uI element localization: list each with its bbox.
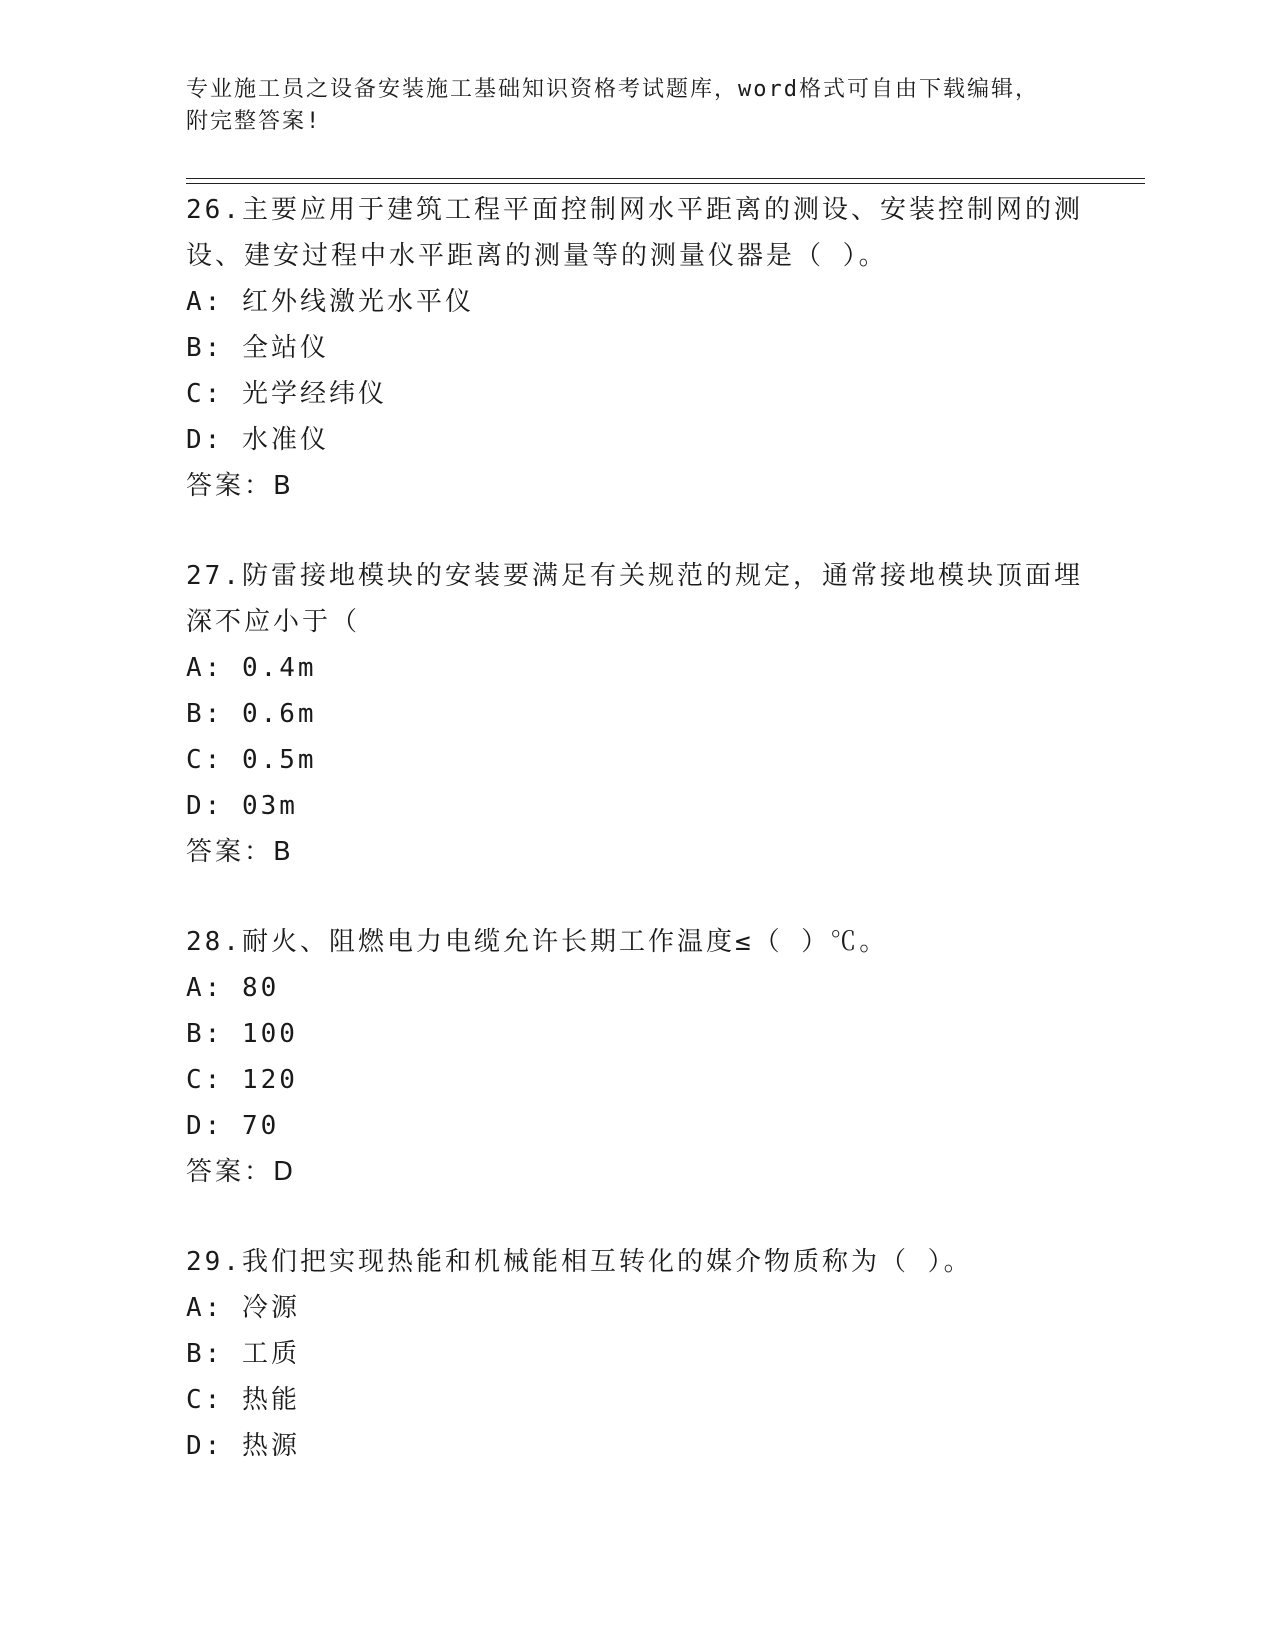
question-stem: 28.耐火、阻燃电力电缆允许长期工作温度≤（ ）℃。 xyxy=(186,927,889,957)
header-rule-bottom xyxy=(186,183,1145,184)
question-26 xyxy=(186,187,1086,509)
option-a: A: 冷源 xyxy=(186,1293,300,1323)
question-29 xyxy=(186,1239,1086,1469)
option-a: A: 0.4m xyxy=(186,653,317,683)
header-line-2: 附完整答案! xyxy=(186,109,322,134)
option-b: B: 100 xyxy=(186,1019,298,1049)
answer: 答案：D xyxy=(186,1157,297,1187)
question-stem-continued: 设、建安过程中水平距离的测量等的测量仪器是（ ）。 xyxy=(186,241,888,271)
option-d: D: 热源 xyxy=(186,1431,300,1461)
option-b: B: 工质 xyxy=(186,1339,300,1369)
option-d: D: 70 xyxy=(186,1111,280,1141)
spacer xyxy=(186,509,1086,553)
document-header xyxy=(186,74,1066,138)
option-c: C: 光学经纬仪 xyxy=(186,379,387,409)
option-d: D: 03m xyxy=(186,791,298,821)
question-list xyxy=(186,187,1086,1469)
option-a: A: 红外线激光水平仪 xyxy=(186,287,474,317)
answer: 答案：B xyxy=(186,471,294,501)
option-b: B: 全站仪 xyxy=(186,333,329,363)
option-b: B: 0.6m xyxy=(186,699,317,729)
header-line-1: 专业施工员之设备安装施工基础知识资格考试题库，word格式可自由下载编辑， xyxy=(186,77,1039,102)
option-a: A: 80 xyxy=(186,973,280,1003)
question-stem: 29.我们把实现热能和机械能相互转化的媒介物质称为（ ）。 xyxy=(186,1247,973,1277)
header-rule-top xyxy=(186,178,1145,179)
question-stem: 27.防雷接地模块的安装要满足有关规范的规定，通常接地模块顶面埋 xyxy=(186,561,1083,591)
answer: 答案：B xyxy=(186,837,294,867)
question-stem-continued: 深不应小于（ xyxy=(186,607,361,637)
question-stem: 26.主要应用于建筑工程平面控制网水平距离的测设、安装控制网的测 xyxy=(186,195,1083,225)
option-d: D: 水准仪 xyxy=(186,425,329,455)
spacer xyxy=(186,1195,1086,1239)
question-28 xyxy=(186,919,1086,1195)
option-c: C: 0.5m xyxy=(186,745,317,775)
spacer xyxy=(186,875,1086,919)
option-c: C: 热能 xyxy=(186,1385,300,1415)
option-c: C: 120 xyxy=(186,1065,298,1095)
question-27 xyxy=(186,553,1086,875)
